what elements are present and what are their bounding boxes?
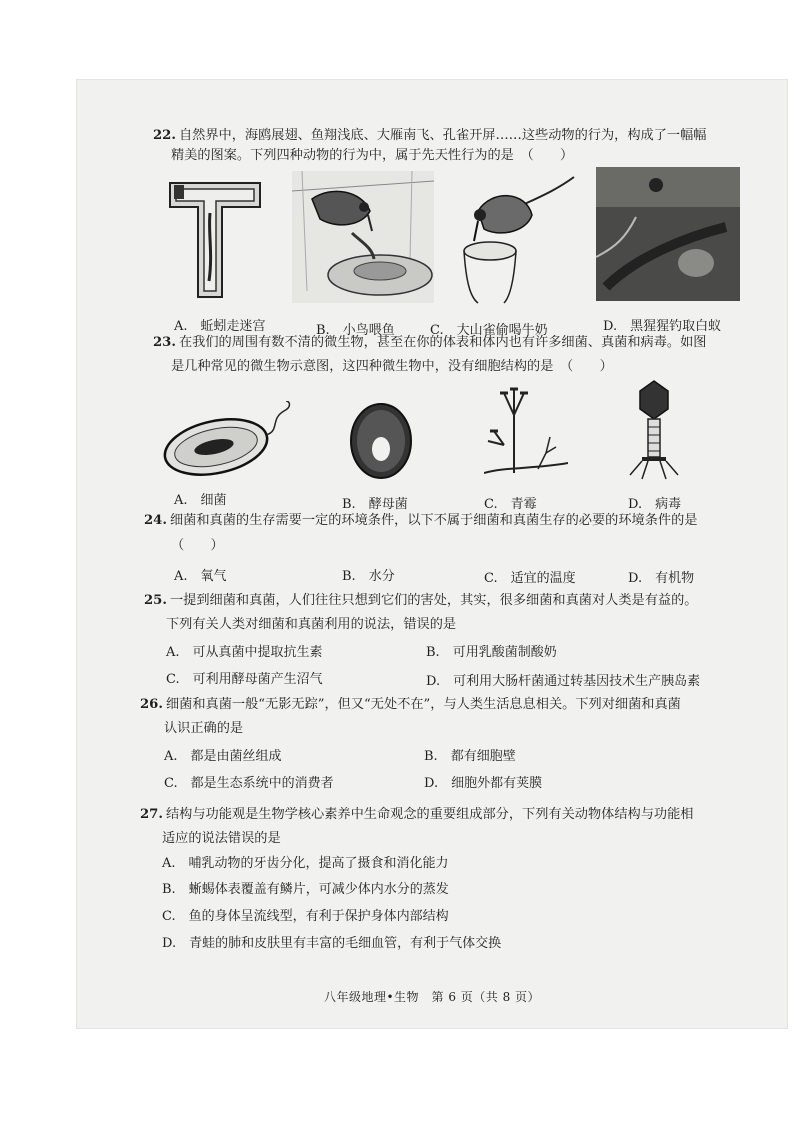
exam-page [76, 79, 788, 1029]
q22-option-a-label: A. [174, 319, 188, 334]
q22-option-d-text: 黑猩猩钓取白蚁 [630, 319, 722, 334]
q25-line1 [144, 591, 697, 611]
q27-option-c [162, 905, 449, 924]
q24-option-c [484, 567, 576, 586]
q25-option-c [166, 668, 323, 687]
penicillium-figure [484, 385, 568, 477]
q22-option-c-label: C. [430, 323, 444, 338]
q22-option-d [603, 315, 721, 334]
q23-text-1: 在我们的周围有数不清的微生物，甚至在你的体表和体内也有许多细菌、真菌和病毒。如图 [178, 335, 707, 350]
q26-option-a [164, 745, 282, 764]
q25-text-1: 一提到细菌和真菌，人们往往只想到它们的害处，其实，很多细菌和真菌对人类是有益的。 [169, 593, 698, 608]
q26-option-c-text: 都是生态系统中的消费者 [190, 776, 334, 791]
q23-option-d-label: D. [628, 497, 643, 512]
q23-option-c-label: C. [484, 497, 498, 512]
q26-option-b-text: 都有细胞壁 [450, 749, 516, 764]
q23-line2: 是几种常见的微生物示意图，这四种微生物中，没有细胞结构的是 （ ） [171, 359, 613, 374]
q25-option-c-text: 可利用酵母菌产生沼气 [192, 672, 323, 687]
q25-option-d-label: D. [426, 674, 441, 689]
great-tit-milk-figure [456, 171, 584, 305]
q25-option-c-label: C. [166, 672, 180, 687]
q25-option-b [426, 641, 557, 660]
q24-option-a [174, 565, 227, 584]
q23-line1 [153, 333, 706, 353]
q26-line1 [140, 695, 681, 715]
q27-option-c-label: C. [162, 909, 176, 924]
q24-option-c-text: 适宜的温度 [510, 571, 576, 586]
q23-option-b-label: B. [342, 497, 356, 512]
q22-option-a-text: 蚯蚓走迷宫 [200, 319, 266, 334]
q27-line2: 适应的说法错误的是 [162, 831, 281, 846]
q26-option-d-text: 细胞外都有荚膜 [451, 776, 543, 791]
q24-option-c-label: C. [484, 571, 498, 586]
q26-option-a-text: 都是由菌丝组成 [190, 749, 282, 764]
q24-option-b-label: B. [342, 569, 356, 584]
q27-option-a-label: A. [162, 856, 176, 871]
q23-option-d [628, 493, 681, 512]
q27-option-a-text: 哺乳动物的牙齿分化，提高了摄食和消化能力 [188, 856, 449, 871]
q24-line1 [144, 511, 697, 531]
q27-option-a [162, 852, 449, 871]
q26-option-a-label: A. [164, 749, 178, 764]
q27-text-1: 结构与功能观是生物学核心素养中生命观念的重要组成部分，下列有关动物体结构与功能相 [165, 807, 694, 822]
q24-option-b-text: 水分 [368, 569, 395, 584]
page-footer: 八年级地理•生物 第 6 页（共 8 页） [323, 990, 541, 1004]
q22-option-b-label: B. [316, 323, 330, 338]
bacterium-figure [158, 401, 298, 481]
q25-option-d-text: 可利用大肠杆菌通过转基因技术生产胰岛素 [453, 674, 701, 689]
q23-option-a-label: A. [174, 493, 188, 508]
q26-number: 26. [140, 697, 163, 712]
q24-option-d-text: 有机物 [655, 571, 695, 586]
q26-option-c [164, 772, 334, 791]
q22-option-b-text: 小鸟喂鱼 [342, 323, 395, 338]
q24-option-a-text: 氧气 [200, 569, 227, 584]
q26-option-d-label: D. [424, 776, 439, 791]
q23-option-b [342, 493, 408, 512]
q23-number: 23. [153, 335, 176, 350]
q27-option-b [162, 878, 449, 897]
q26-line2: 认识正确的是 [164, 721, 244, 736]
q27-option-d-text: 青蛙的肺和皮肤里有丰富的毛细血管，有利于气体交换 [189, 936, 502, 951]
q22-line1 [153, 126, 706, 146]
q24-option-b [342, 565, 395, 584]
q26-option-b [424, 745, 516, 764]
virus-figure [624, 379, 684, 483]
q24-option-d [628, 567, 694, 586]
q27-option-d [162, 932, 501, 951]
q23-option-a-text: 细菌 [200, 493, 227, 508]
q25-line2: 下列有关人类对细菌和真菌利用的说法，错误的是 [166, 617, 457, 632]
q23-option-d-text: 病毒 [655, 497, 682, 512]
q27-option-b-text: 蜥蜴体表覆盖有鳞片，可减少体内水分的蒸发 [188, 882, 449, 897]
q26-option-d [424, 772, 542, 791]
q23-option-b-text: 酵母菌 [368, 497, 408, 512]
q27-option-b-label: B. [162, 882, 176, 897]
q25-option-d [426, 670, 700, 689]
q26-text-1: 细菌和真菌一般“无影无踪”，但又“无处不在”，与人类生活息息相关。下列对细菌和真菌 [165, 697, 681, 712]
q22-option-d-label: D. [603, 319, 618, 334]
q22-line2: 精美的图案。下列四种动物的行为中，属于先天性行为的是 （ ） [171, 148, 574, 163]
q25-option-a [166, 641, 323, 660]
q27-option-d-label: D. [162, 936, 177, 951]
q22-number: 22. [153, 128, 176, 143]
q24-text-1: 细菌和真菌的生存需要一定的环境条件，以下不属于细菌和真菌生存的必要的环境条件的是 [169, 513, 698, 528]
q24-option-d-label: D. [628, 571, 643, 586]
q22-option-c-text: 大山雀偷喝牛奶 [456, 323, 548, 338]
q23-option-c-text: 青霉 [510, 497, 537, 512]
q25-option-a-label: A. [166, 645, 180, 660]
q26-option-b-label: B. [424, 749, 438, 764]
q25-option-b-label: B. [426, 645, 440, 660]
q26-option-c-label: C. [164, 776, 178, 791]
q23-option-c [484, 493, 537, 512]
q23-option-a [174, 489, 227, 508]
yeast-figure [346, 401, 416, 481]
earthworm-maze-figure [160, 173, 266, 301]
q27-option-c-text: 鱼的身体呈流线型，有利于保护身体内部结构 [188, 909, 449, 924]
q22-text-1: 自然界中，海鸥展翅、鱼翔浅底、大雁南飞、孔雀开屏……这些动物的行为，构成了一幅幅 [178, 128, 707, 143]
q25-number: 25. [144, 593, 167, 608]
q25-option-b-text: 可用乳酸菌制酸奶 [452, 645, 557, 660]
q25-option-a-text: 可从真菌中提取抗生素 [192, 645, 323, 660]
q22-option-a [174, 315, 266, 334]
q27-line1 [140, 805, 693, 825]
chimpanzee-termite-figure [596, 167, 740, 301]
q24-option-a-label: A. [174, 569, 188, 584]
q27-number: 27. [140, 807, 163, 822]
bird-feeding-fish-figure [292, 171, 434, 303]
q24-number: 24. [144, 513, 167, 528]
q24-line2: （ ） [171, 538, 224, 553]
